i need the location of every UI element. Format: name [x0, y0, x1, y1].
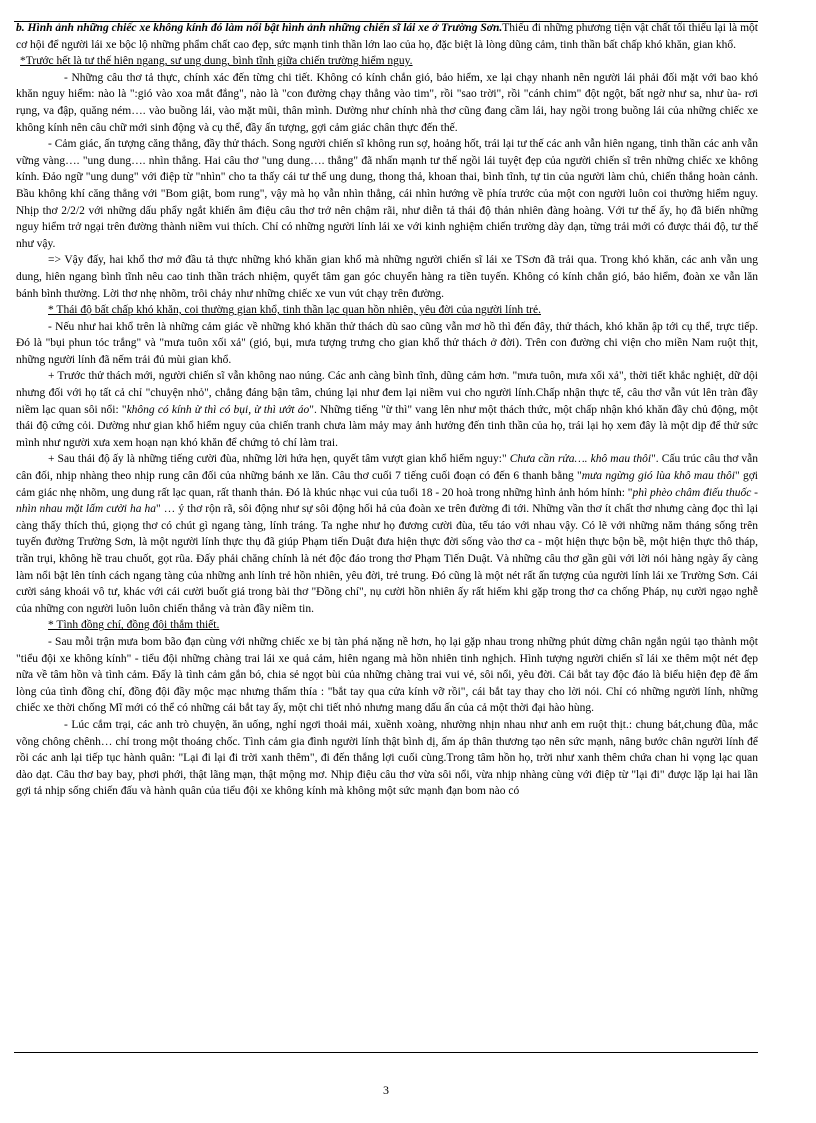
challenge-quote: không có kính ừ thì có bụi, ừ thì ướt áo — [126, 403, 310, 416]
document-page — [16, 20, 758, 800]
paragraph-details: - Những câu thơ tả thực, chính xác đến từng chi tiết. Không có kính chắn gió, bảo hiểm, xe lại chạy nhanh nên người lái phải đối mặt với bao khó khăn nguy hiểm: nào là ":gió vào xoa mắt đắng", nào là "con đường chạy thẳng vào tim", rồi "sao trời", rồi "cánh chim" đột ngột, bất ngờ như sa, như ùa- rơi rụng, va đập, quăng ném…. vào buồng lái, vào mặt mũi, thân mình. Dường như chính nhà thơ cũng đang cầm lái, hay ngồi trong buồng lái của những chiếc xe không kính nên câu chữ mới sinh động và cụ thể, đầy ấn tượng, gợi cảm giác chân thực đến thế. — [16, 71, 758, 134]
paragraph-feelings: - Cảm giác, ấn tượng căng thẳng, đầy thử thách. Song người chiến sĩ không run sợ, hoảng hốt, trái lại tư thế các anh vẫn hiên ngang, tinh thần các anh vẫn vững vàng…. "ung dung…. nhìn thẳng. Hai câu thơ "ung dung…. thẳng" đã nhấn mạnh tư thế ngồi lái tuyệt đẹp của người chiến sĩ trên những chiếc xe không kính. Đảo ngữ "ung dung" với điệp từ "nhìn" cho ta thấy cái tư thế ung dung, thong thả, khoan thai, bình tĩnh, tự tin của người làm chủ, chiến thắng hoàn cảnh. Bầu không khí căng thẳng với "Bom giật, bom rung", vậy mà họ vẫn nhìn thẳng, cái nhìn hướng về phía trước của một con người luôn coi thường hiểm nguy. Nhịp thơ 2/2/2 với những dấu phẩy ngắt khiến âm điệu câu thơ trở nên chậm rãi, như diễn tả thái độ thản nhiên đàng hoàng. Với tư thế ấy, họ đã biến những nguy hiểm trở ngại trên đường thành niềm vui thích. Chỉ có những người lính lái xe với kinh nghiệm chiến trường dày dạn, từng trải mới có được thái độ, tư thế như vậy. — [16, 138, 758, 250]
page-number: 3 — [383, 1083, 389, 1097]
heading-comradeship — [16, 617, 758, 634]
laughter-text-b: ". Cấu trúc câu thơ vẫn cân đối, nhịp nhàng theo nhịp rung cân đối của những bánh xe lăn. Câu thơ cuối 7 tiếng cuối đoạn có đến 6 thanh bằng " — [16, 453, 758, 483]
paragraph-hardship: - Nếu như hai khổ trên là những cảm giác về những khó khăn thử thách dù sao cũng vẫn mơ hồ thì đến đây, thử thách, khó khăn ập tới cụ thể, trực tiếp. Đó là "bụi phun tóc trắng" và "mưa tuôn xối xả" (gió, bụi, mưa tượng trưng cho gian khổ thử thách ở đời). Trên con đường chi viện cho miền Nam ruột thịt, những người lính đã nếm trải đủ mùi gian khổ. — [16, 320, 758, 366]
laughter-text-d: " … ý thơ rộn rã, sôi động như sự sôi động hối hả của đoàn xe trên đường đi tới. Những vần thơ ít chất thơ nhưng càng đọc thì lại càng thấy thích thú, giọng thơ có chút gì ngang tàng, lính tráng. Ta nghe như họ đương cười đùa, tếu táo với nhau vậy. Có lẽ với những năm tháng sống trên tuyến đường Trường Sơn, là một người lính thực thụ đã giúp Phạm tiến Duật đưa hiện thực đời sống vào thơ ca - một hiện thực bộn bề, một hiện thực thô tháp, trần trụi, không hề trau chuốt, gọt rũa. Đấy phải chăng chính là nét độc đáo trong thơ Phạm Tiến Duật. Và những câu thơ gần gũi với lời nói hàng ngày ấy càng làm nổi bật lên tính cách ngang tàng của những anh lính trẻ hồn nhiên, yêu đời, trẻ trung. Đó cũng là một nét rất ấn tượng của người lính lái xe Trường Sơn. Cái cười sảng khoái vô tư, khác với cái cười buốt giá trong bài thơ "Đồng chí", nụ cười hồn nhiên ấy rất hiếm khi gặp trong thơ ca chống Pháp, nụ cười ngạo nghễ của những con người luôn luôn chiến thắng và tràn đầy niềm tin. — [16, 503, 759, 615]
paragraph-laughter — [16, 451, 758, 617]
heading-posture-text: *Trước hết là tư thế hiên ngang, sư ung dung, bình tĩnh giữa chiến trường hiểm nguy. — [20, 55, 413, 68]
paragraph-squad: - Sau mỗi trận mưa bom bão đạn cùng với những chiếc xe bị tàn phá nặng nề hơn, họ lại gặp nhau trong những phút dừng chân ngắn ngủi tạo thành một "tiểu đội xe không kính" - tiểu đội những chàng trai lái xe quả cảm, hiên ngang mà hồn nhiên tinh nghịch. Hình tượng người chiến sĩ lái xe thêm một nét đẹp nữa về tâm hồn và tình cảm. Đấy là tình cảm gắn bó, chia sẻ ngọt bùi của những chàng trai vui vẻ, sôi nổi, yêu đời. Cái bắt tay độc đáo là biểu hiện đẹp đẽ ấm lòng của tình đồng chí, đồng đội đầy mộc mạc nhưng thấm thía : "bắt tay qua cửa kính vỡ rồi", cái bắt tay thay cho lời nói. Chỉ có những người lính, những chiếc xe thời chống Mĩ mới có thể có những cái bắt tay ấy, một chi tiết nhỏ nhưng mang dấu ấn của cả một thời đại hào hùng. — [16, 635, 758, 715]
laughter-quote-3: phì phèo châm điếu thuốc - nhìn nhau mặt lấm cười ha ha — [16, 486, 759, 516]
heading-attitude — [16, 302, 758, 319]
paragraph-camp: - Lúc cắm trại, các anh trò chuyện, ăn uống, nghỉ ngơi thoải mái, xuềnh xoàng, nhường nhịn nhau như anh em ruột thịt.: chung bát,chung đũa, mắc võng chông chênh… chỉ trong một thoáng chốc. Tình cảm gia đình người lính thật bình dị, ấm áp thân thương tạo nên sức mạnh, nâng bước chân người lính để rồi các anh lại tiếp tục hành quân: "Lại đi lại đi trời xanh thêm", đi đến thắng lợi cuối cùng.Trong tâm hồn họ, trời như xanh thêm chứa chan hi vọng lạc quan dào dạt. Câu thơ bay bay, phơi phới, thật lãng mạn, thật mộng mơ. Nhịp điệu câu thơ vừa sôi nổi, vừa nhịp nhàng cùng với điệp từ "lại đi" được lặp lại hai lần gợi tả nhịp sống chiến đấu và hành quân của tiểu đội xe không kính mà không một sức mạnh đạn bom nào có — [16, 718, 758, 798]
heading-attitude-text: * Thái độ bất chấp khó khăn, coi thường gian khổ, tinh thần lạc quan hồn nhiên, yêu đời của người lính trẻ. — [48, 304, 541, 317]
laughter-text-a: + Sau thái độ ấy là những tiếng cười đùa, những lời hứa hẹn, quyết tâm vượt gian khổ hiểm nguy:" — [48, 453, 510, 466]
bottom-rule — [14, 1052, 758, 1053]
laughter-quote-1: Chưa cần rửa…. khô mau thôi — [509, 453, 652, 466]
laughter-text-c: " gợi cảm giác nhẹ nhõm, ung dung rất lạc quan, rất thanh thản. Đó là khúc nhạc vui của tuổi 18 - 20 hoà trong những hình ảnh hóm hỉnh: " — [16, 470, 758, 499]
paragraph-challenge — [16, 368, 758, 451]
paragraph-conclusion: => Vậy đấy, hai khổ thơ mở đầu tả thực những khó khăn gian khổ mà những người chiến sĩ lái xe TSơn đã trải qua. Trong khó khăn, các anh vẫn ung dung, hiên ngang bình tĩnh nêu cao tinh thần trách nhiệm, quyết tâm gan góc chuyển hàng ra tiền tuyến. Không có kính chắn gió, bảo hiểm, đoàn xe vẫn lăn bánh bình thường. Lời thơ nhẹ nhõm, trôi chảy như những chiếc xe vun vút chạy trên đường. — [16, 254, 758, 300]
paragraph-intro — [16, 20, 758, 53]
heading-comradeship-text: * Tình đồng chí, đồng đội thắm thiết. — [48, 619, 220, 632]
challenge-text-a: + Trước thử thách mới, người chiến sĩ vẫn không nao núng. Các anh càng bình tĩnh, dũng cảm hơn. "mưa tuôn, mưa xối xả", thời tiết khắc nghiệt, dữ dội nhưng đối với họ tất cả chỉ "chuyện nhỏ", chẳng đáng bận tâm, chúng lại như đem lại niềm vui cho người lính.Chấp nhận thực tế, câu thơ vẫn vút lên tràn đầy niềm lạc quan sôi nổi: " — [16, 370, 758, 416]
intro-text: Thiếu đi những phương tiện vật chất tối thiểu lại là một cơ hội để người lái xe bộc lộ những phẩm chất cao đẹp, sức mạnh tinh thần lớn lao của họ, đặc biệt là lòng dũng cảm, tinh thần bất chấp khó khăn, gian khổ. — [16, 22, 758, 51]
laughter-quote-2: mưa ngừng gió lùa khô mau thôi — [581, 470, 735, 483]
heading-posture — [20, 53, 758, 70]
section-title: b. Hình ảnh những chiếc xe không kính đó làm nổi bật hình ảnh những chiến sĩ lái xe ở Trường Sơn. — [16, 22, 503, 34]
challenge-text-b: ". Những tiếng "ừ thì" vang lên như một thách thức, một chấp nhận khó khăn đầy chủ động, một thái độ cứng cỏi. Dường như gian khổ hiểm nguy của chiến tranh chưa làm mảy may ảnh hưởng đến tinh thần của họ, trái lại họ xem đây là một dịp để thử sức mình như người xưa xem hoạn nạn khó khăn để chứng tỏ chí làm trai. — [16, 403, 759, 449]
